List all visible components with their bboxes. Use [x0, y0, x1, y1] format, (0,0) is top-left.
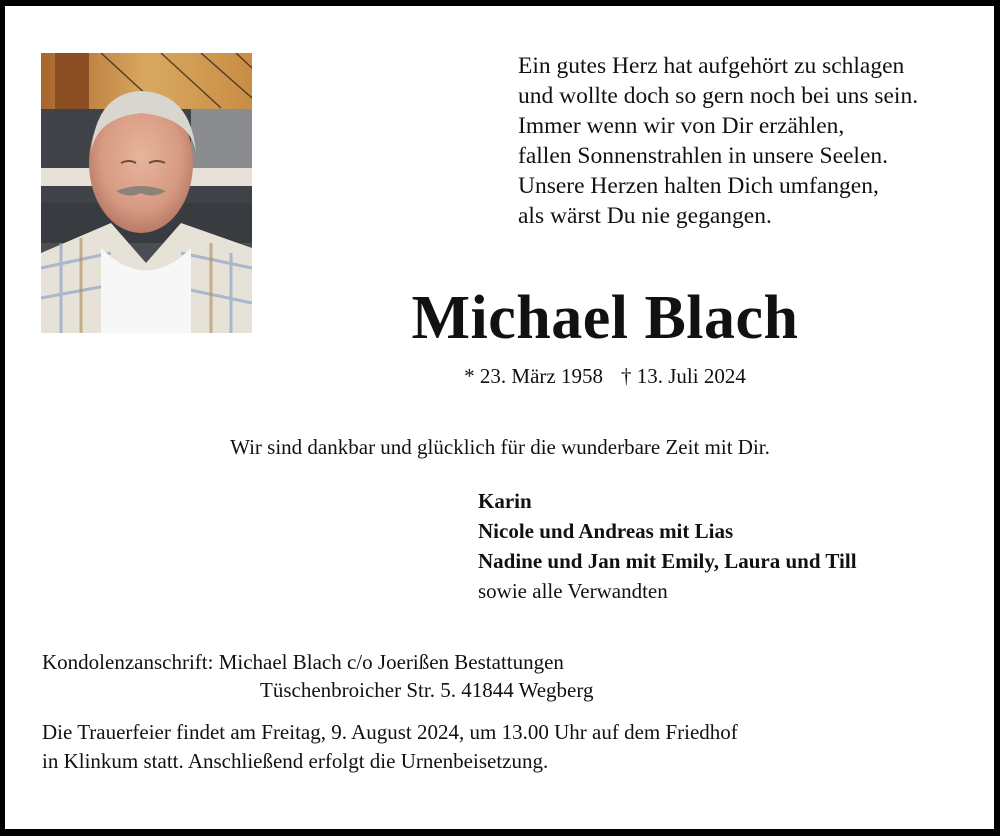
ceremony-line: Die Trauerfeier findet am Freitag, 9. August 2024, um 13.00 Uhr auf dem Friedhof — [42, 720, 738, 744]
ceremony-line: in Klinkum statt. Anschließend erfolgt die Urnenbeisetzung. — [42, 749, 549, 773]
condolence-line1: Michael Blach c/o Joerißen Bestattungen — [218, 650, 564, 674]
thanks-line: Wir sind dankbar und glücklich für die wunderbare Zeit mit Dir. — [230, 435, 770, 459]
poem-line: Ein gutes Herz hat aufgehört zu schlagen — [518, 53, 905, 79]
poem-line: Immer wenn wir von Dir erzählen, — [518, 113, 845, 139]
condolence-address — [42, 648, 593, 704]
birth-date: * 23. März 1958 — [464, 364, 603, 388]
death-date: † 13. Juli 2024 — [620, 364, 746, 388]
ceremony-info — [42, 718, 738, 776]
poem-line: und wollte doch so gern noch bei uns sein. — [518, 83, 919, 109]
poem — [518, 51, 918, 231]
family-member: Karin — [478, 489, 532, 513]
family-signature — [478, 486, 857, 606]
life-dates — [0, 364, 1000, 389]
poem-line: Unsere Herzen halten Dich umfangen, — [518, 173, 879, 199]
poem-line: fallen Sonnenstrahlen in unsere Seelen. — [518, 143, 889, 169]
family-closing: sowie alle Verwandten — [478, 579, 668, 603]
poem-line: als wärst Du nie gegangen. — [518, 203, 772, 229]
deceased-name: Michael Blach — [411, 284, 799, 352]
family-member: Nicole und Andreas mit Lias — [478, 519, 734, 543]
condolence-label: Kondolenzanschrift: — [42, 650, 214, 674]
family-member: Nadine und Jan mit Emily, Laura und Till — [478, 549, 857, 573]
condolence-line2: Tüschenbroicher Str. 5. 41844 Wegberg — [260, 678, 594, 702]
